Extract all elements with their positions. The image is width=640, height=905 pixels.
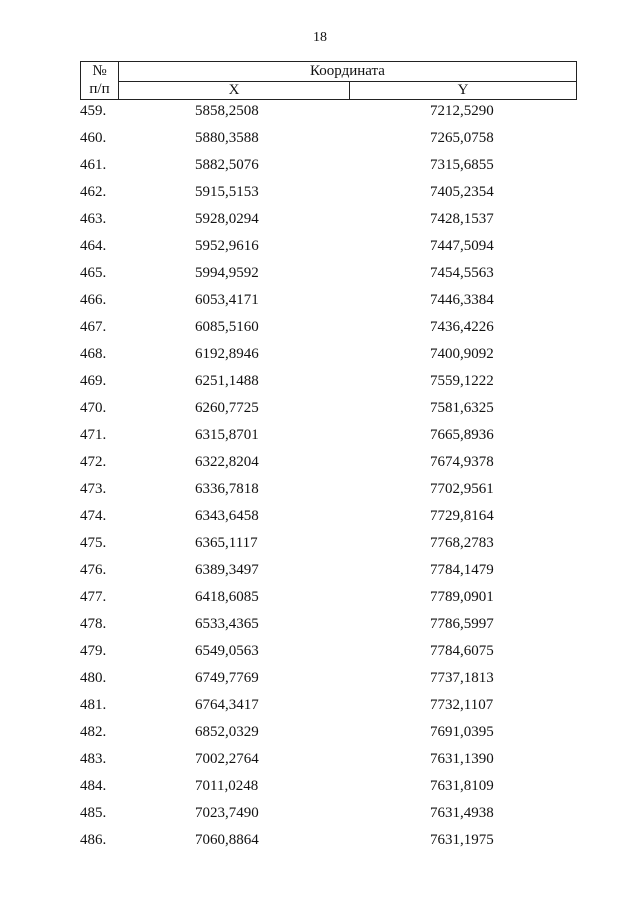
header-number-abbrev: п/п (89, 81, 110, 97)
row-x-value: 6053,4171 (195, 292, 259, 308)
row-number: 484. (80, 778, 107, 794)
row-y-value: 7436,4226 (430, 319, 494, 335)
row-number: 459. (80, 103, 107, 119)
row-x-value: 6418,6085 (195, 589, 259, 605)
row-y-value: 7405,2354 (430, 184, 494, 200)
coordinate-table-body (80, 101, 577, 857)
row-y-value: 7559,1222 (430, 373, 494, 389)
header-coordinate: Координата (119, 62, 576, 82)
table-row (80, 830, 577, 857)
table-row (80, 425, 577, 452)
table-row (80, 749, 577, 776)
row-x-value: 7002,2764 (195, 751, 259, 767)
table-row (80, 506, 577, 533)
row-number: 473. (80, 481, 107, 497)
row-x-value: 7023,7490 (195, 805, 259, 821)
table-row (80, 479, 577, 506)
row-y-value: 7631,4938 (430, 805, 494, 821)
row-number: 463. (80, 211, 107, 227)
table-row (80, 722, 577, 749)
row-x-value: 5952,9616 (195, 238, 259, 254)
row-y-value: 7631,1975 (430, 832, 494, 848)
row-x-value: 6260,7725 (195, 400, 259, 416)
row-number: 476. (80, 562, 107, 578)
row-y-value: 7265,0758 (430, 130, 494, 146)
row-x-value: 6251,1488 (195, 373, 259, 389)
row-number: 472. (80, 454, 107, 470)
row-y-value: 7784,1479 (430, 562, 494, 578)
table-header (80, 61, 577, 100)
row-x-value: 6315,8701 (195, 427, 259, 443)
table-row (80, 101, 577, 128)
row-number: 481. (80, 697, 107, 713)
table-row (80, 236, 577, 263)
row-y-value: 7454,5563 (430, 265, 494, 281)
row-x-value: 6085,5160 (195, 319, 259, 335)
row-number: 474. (80, 508, 107, 524)
table-row (80, 695, 577, 722)
row-number: 475. (80, 535, 107, 551)
row-number: 479. (80, 643, 107, 659)
row-number: 480. (80, 670, 107, 686)
row-x-value: 6322,8204 (195, 454, 259, 470)
row-y-value: 7737,1813 (430, 670, 494, 686)
row-number: 462. (80, 184, 107, 200)
row-number: 483. (80, 751, 107, 767)
table-row (80, 398, 577, 425)
row-y-value: 7212,5290 (430, 103, 494, 119)
row-y-value: 7400,9092 (430, 346, 494, 362)
table-row (80, 263, 577, 290)
header-number-sign: № (92, 63, 107, 79)
row-y-value: 7447,5094 (430, 238, 494, 254)
page-number: 18 (313, 30, 327, 45)
table-row (80, 803, 577, 830)
table-row (80, 614, 577, 641)
row-y-value: 7315,6855 (430, 157, 494, 173)
row-y-value: 7786,5997 (430, 616, 494, 632)
table-row (80, 344, 577, 371)
table-row (80, 155, 577, 182)
row-y-value: 7784,6075 (430, 643, 494, 659)
row-number: 485. (80, 805, 107, 821)
table-row (80, 587, 577, 614)
row-x-value: 6549,0563 (195, 643, 259, 659)
row-y-value: 7691,0395 (430, 724, 494, 740)
table-row (80, 560, 577, 587)
row-y-value: 7631,1390 (430, 751, 494, 767)
row-x-value: 5880,3588 (195, 130, 259, 146)
row-number: 478. (80, 616, 107, 632)
table-row (80, 776, 577, 803)
row-y-value: 7446,3384 (430, 292, 494, 308)
row-x-value: 5928,0294 (195, 211, 259, 227)
row-y-value: 7768,2783 (430, 535, 494, 551)
row-y-value: 7732,1107 (430, 697, 494, 713)
row-number: 461. (80, 157, 107, 173)
row-y-value: 7631,8109 (430, 778, 494, 794)
row-number: 486. (80, 832, 107, 848)
row-x-value: 6336,7818 (195, 481, 259, 497)
row-y-value: 7581,6325 (430, 400, 494, 416)
table-row (80, 209, 577, 236)
table-row (80, 641, 577, 668)
row-x-value: 6192,8946 (195, 346, 259, 362)
row-x-value: 6343,6458 (195, 508, 259, 524)
row-x-value: 6764,3417 (195, 697, 259, 713)
row-number: 471. (80, 427, 107, 443)
row-x-value: 7011,0248 (195, 778, 259, 794)
row-y-value: 7665,8936 (430, 427, 494, 443)
table-row (80, 290, 577, 317)
row-x-value: 6533,4365 (195, 616, 259, 632)
row-number: 465. (80, 265, 107, 281)
header-x: X (119, 82, 350, 99)
row-x-value: 5994,9592 (195, 265, 259, 281)
row-x-value: 5882,5076 (195, 157, 259, 173)
table-row (80, 317, 577, 344)
row-y-value: 7789,0901 (430, 589, 494, 605)
row-x-value: 6749,7769 (195, 670, 259, 686)
row-number: 469. (80, 373, 107, 389)
header-number-cell (81, 62, 119, 99)
row-number: 482. (80, 724, 107, 740)
row-x-value: 6389,3497 (195, 562, 259, 578)
table-row (80, 668, 577, 695)
row-number: 468. (80, 346, 107, 362)
row-number: 467. (80, 319, 107, 335)
table-row (80, 182, 577, 209)
row-number: 477. (80, 589, 107, 605)
row-x-value: 5858,2508 (195, 103, 259, 119)
row-x-value: 6852,0329 (195, 724, 259, 740)
row-number: 466. (80, 292, 107, 308)
row-number: 464. (80, 238, 107, 254)
table-row (80, 371, 577, 398)
table-row (80, 128, 577, 155)
row-x-value: 6365,1117 (195, 535, 258, 551)
row-number: 460. (80, 130, 107, 146)
row-x-value: 7060,8864 (195, 832, 259, 848)
table-row (80, 533, 577, 560)
row-y-value: 7674,9378 (430, 454, 494, 470)
row-y-value: 7428,1537 (430, 211, 494, 227)
row-y-value: 7702,9561 (430, 481, 494, 497)
row-x-value: 5915,5153 (195, 184, 259, 200)
header-y: Y (457, 82, 469, 98)
table-row (80, 452, 577, 479)
row-y-value: 7729,8164 (430, 508, 494, 524)
row-number: 470. (80, 400, 107, 416)
